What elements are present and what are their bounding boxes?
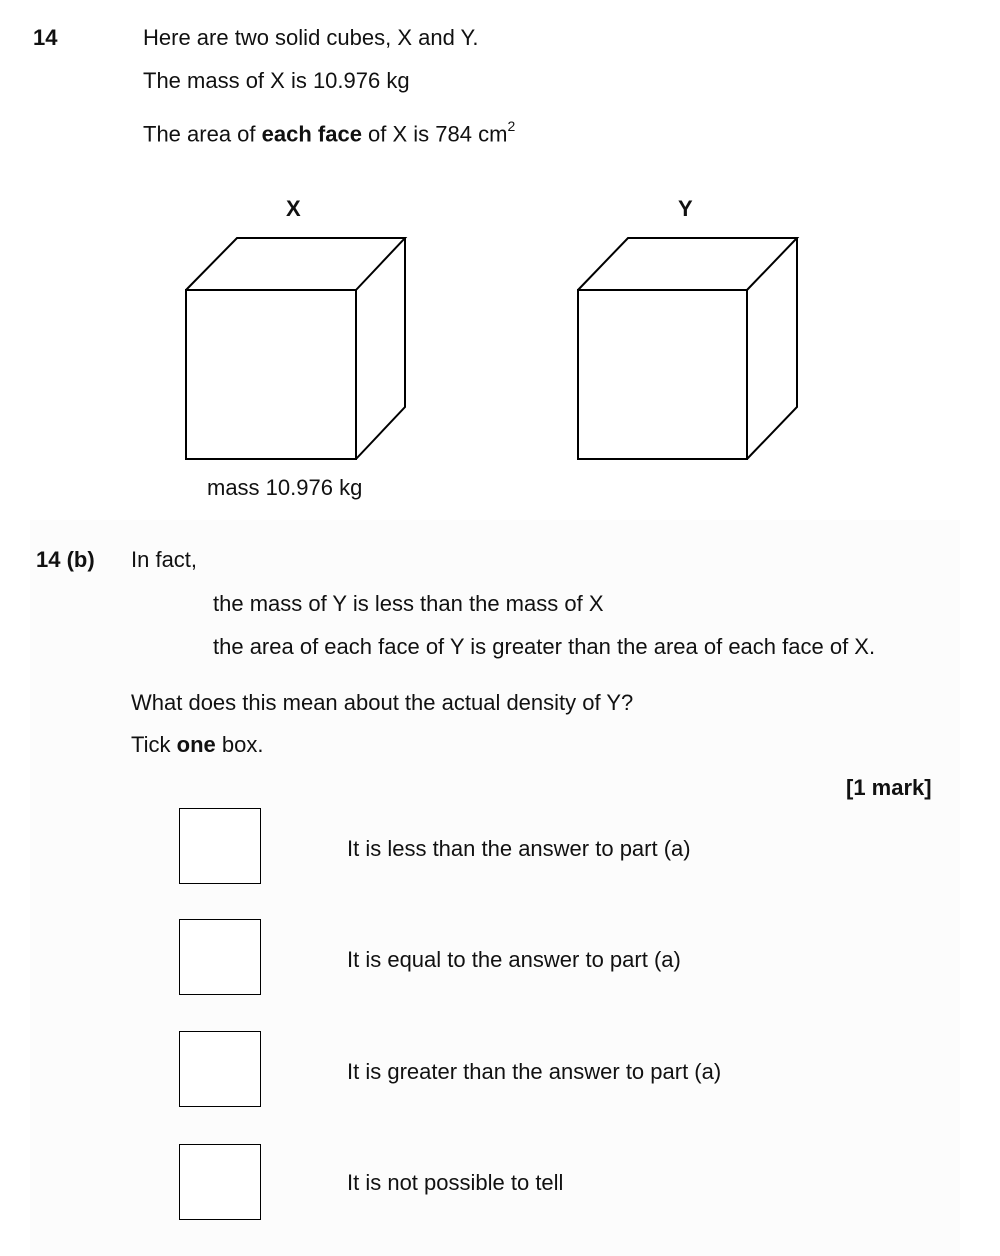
instruction-bold: one xyxy=(176,732,216,757)
option-2-label: It is equal to the answer to part (a) xyxy=(347,947,681,972)
area-bold: each face xyxy=(261,121,362,147)
tick-box-option-2[interactable] xyxy=(179,919,261,995)
mass-statement: The mass of X is 10.976 kg xyxy=(143,68,410,93)
cube-y-drawing xyxy=(0,0,1000,520)
question-intro: Here are two solid cubes, X and Y. xyxy=(143,25,479,50)
tick-box-option-1[interactable] xyxy=(179,808,261,884)
part-b-intro: In fact, xyxy=(131,547,198,572)
cube-x-label: X xyxy=(286,196,301,221)
tick-box-option-4[interactable] xyxy=(179,1144,261,1220)
part-b-background xyxy=(30,520,960,1256)
area-superscript: 2 xyxy=(507,118,516,134)
part-b-question: What does this mean about the actual density of Y? xyxy=(131,690,634,715)
instruction-suffix: box. xyxy=(215,732,264,757)
option-4-label: It is not possible to tell xyxy=(347,1170,564,1195)
question-number: 14 xyxy=(33,25,58,50)
instruction xyxy=(131,732,263,758)
marks-label: [1 mark] xyxy=(846,775,932,800)
statement-mass: the mass of Y is less than the mass of X xyxy=(213,591,604,616)
cube-x-mass-caption: mass 10.976 kg xyxy=(207,475,363,500)
option-1-label: It is less than the answer to part (a) xyxy=(347,836,691,861)
part-b-number: 14 (b) xyxy=(36,547,95,572)
area-prefix: The area of xyxy=(143,121,262,147)
area-suffix: of X is 784 cm xyxy=(361,121,508,147)
statement-area: the area of each face of Y is greater than the area of each face of X. xyxy=(213,634,876,659)
cube-y-label: Y xyxy=(678,196,693,221)
option-3-label: It is greater than the answer to part (a) xyxy=(347,1059,722,1084)
instruction-prefix: Tick xyxy=(131,732,177,757)
tick-box-option-3[interactable] xyxy=(179,1031,261,1107)
